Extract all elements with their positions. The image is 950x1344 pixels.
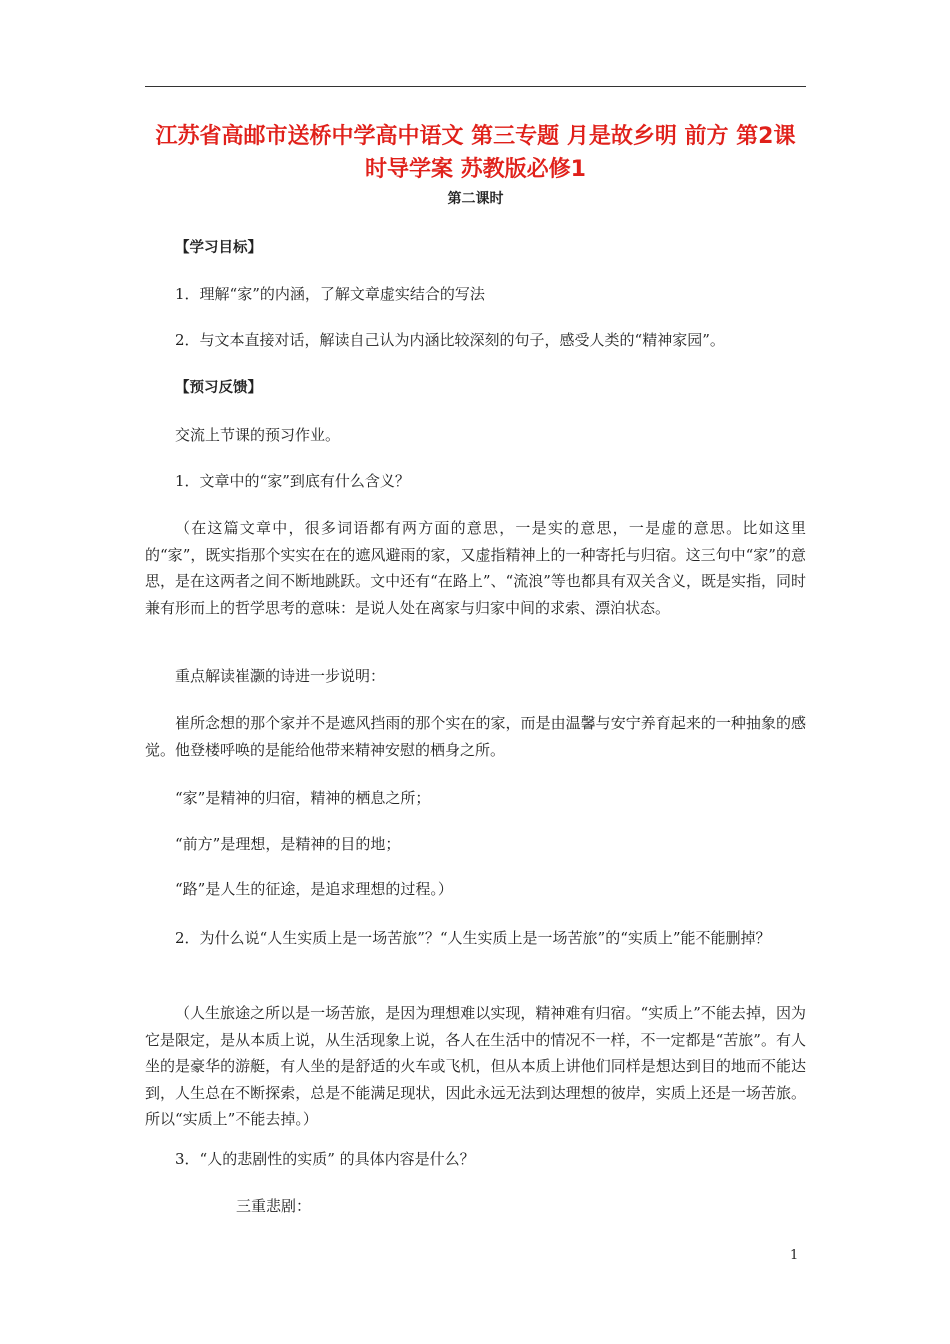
question-2: 2．为什么说“人生实质上是一场苦旅”？“人生实质上是一场苦旅”的“实质上”能不能删掉？ <box>175 929 771 947</box>
goal-item-1: 1．理解“家”的内涵，了解文章虚实结合的写法 <box>175 285 485 303</box>
meaning-front: “前方”是理想，是精神的目的地； <box>175 835 401 853</box>
page-number: 1 <box>790 1248 799 1263</box>
header-rule <box>145 86 806 87</box>
question-1: 1．文章中的“家”到底有什么含义？ <box>175 472 410 490</box>
question-3: 3．“人的悲剧性的实质” 的具体内容是什么？ <box>175 1150 475 1168</box>
meaning-road: “路”是人生的征途，是追求理想的过程。） <box>175 880 453 898</box>
answer-2: （人生旅途之所以是一场苦旅，是因为理想难以实现，精神难有归宿。“实质上”不能去掉，因为它是限定，是从本质上说，从生活现象上说，各人在生活中的情况不一样，不一定都是“苦旅”。有人坐的是豪华的游艇，有人坐的是舒适的火车或飞机，但从本质上讲他们同样是想达到目的地而不能达到，人生总在不断探索，总是不能满足现状，因此永远无法到达理想的彼岸，实质上还是一场苦旅。所以“实质上”不能去掉。） <box>145 1004 806 1128</box>
goals-heading: 【学习目标】 <box>175 240 262 256</box>
cui-text: 崔所念想的那个家并不是遮风挡雨的那个实在的家，而是由温馨与安宁养育起来的一种抽象的感觉。他登楼呼唤的是能给他带来精神安慰的栖身之所。 <box>145 714 806 759</box>
tragedy-label: 三重悲剧： <box>236 1197 312 1215</box>
feedback-intro: 交流上节课的预习作业。 <box>175 426 341 444</box>
cui-intro: 重点解读崔灏的诗进一步说明： <box>175 667 386 685</box>
document-title: 江苏省高邮市送桥中学高中语文 第三专题 月是故乡明 前方 第2课时导学案 苏教版必修1 <box>155 124 796 182</box>
document-subtitle: 第二课时 <box>447 191 504 207</box>
goal-item-2: 2．与文本直接对话，解读自己认为内涵比较深刻的句子，感受人类的“精神家园”。 <box>175 331 725 349</box>
meaning-home: “家”是精神的归宿，精神的栖息之所； <box>175 789 431 807</box>
feedback-heading: 【预习反馈】 <box>175 380 262 396</box>
answer-1: （在这篇文章中，很多词语都有两方面的意思，一是实的意思，一是虚的意思。比如这里的“家”，既实指那个实实在在的遮风避雨的家，又虚指精神上的一种寄托与归宿。这三句中“家”的意思，是在这两者之间不断地跳跃。文中还有“在路上”、“流浪”等也都具有双关含义，既是实指，同时兼有形而上的哲学思考的意味：是说人处在离家与归家中间的求索、漂泊状态。 <box>145 519 806 617</box>
